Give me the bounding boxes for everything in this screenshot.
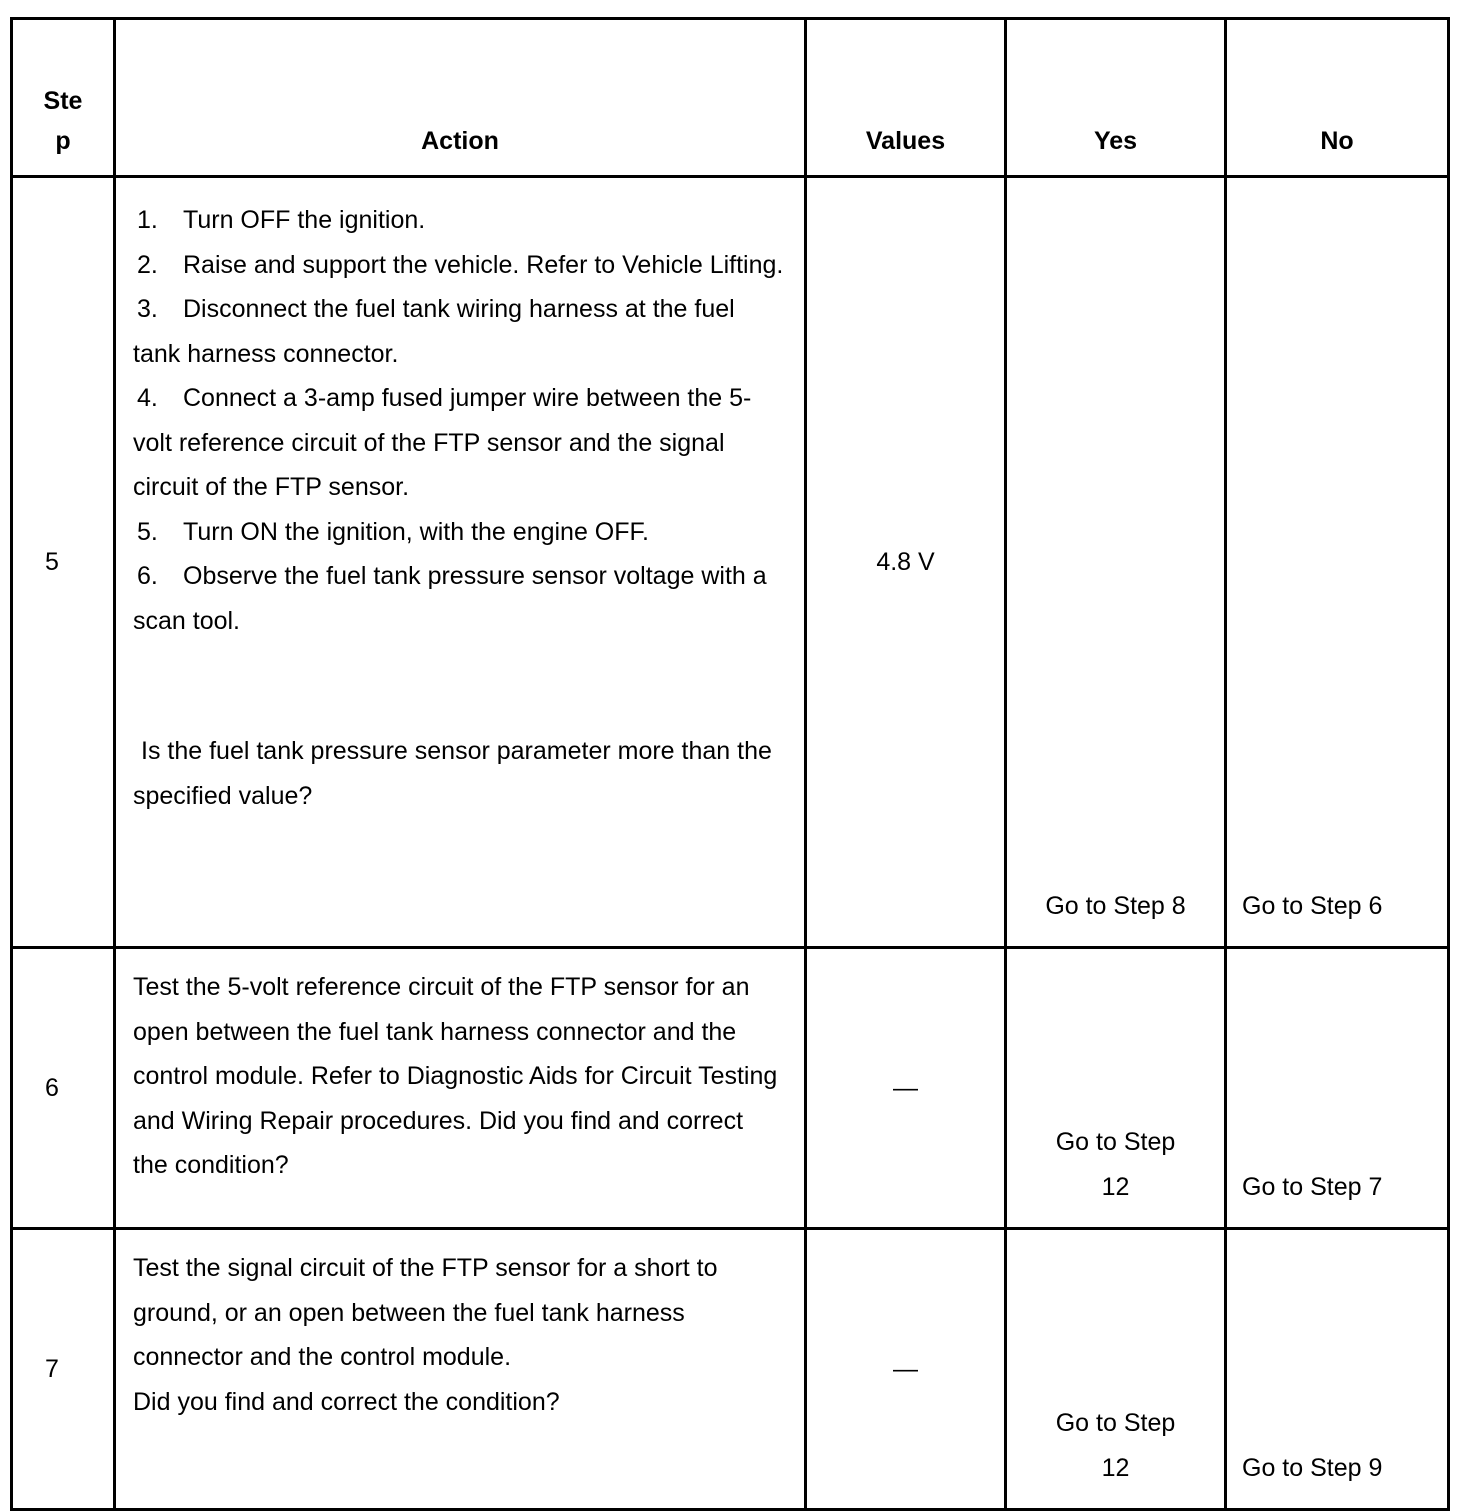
action-question: Is the fuel tank pressure sensor parameter more than the specified value? — [133, 737, 772, 810]
header-values: Values — [806, 19, 1006, 177]
list-item: 2. Raise and support the vehicle. Refer to Vehicle Lifting. — [137, 250, 784, 279]
table-row — [12, 177, 1449, 948]
header-row — [12, 19, 1449, 177]
step-number: 7 — [12, 1229, 115, 1510]
action-steps-list — [133, 198, 784, 643]
action-question: Did you find and correct the condition? — [133, 1387, 560, 1416]
no-cell: Go to Step 9 — [1226, 1229, 1449, 1510]
list-item: 5. Turn ON the ignition, with the engine OFF. — [137, 517, 649, 546]
header-action: Action — [115, 19, 806, 177]
step-number: 5 — [12, 177, 115, 948]
yes-cell: Go to Step 12 — [1006, 948, 1226, 1229]
action-cell — [115, 948, 806, 1229]
action-cell — [115, 1229, 806, 1510]
action-cell — [115, 177, 806, 948]
list-item: 4. Connect a 3-amp fused jumper wire between the 5-volt reference circuit of the FTP sensor and the signal circuit of the FTP sensor. — [133, 384, 752, 501]
yes-cell: Go to Step 8 — [1006, 177, 1226, 948]
value-cell: — — [806, 948, 1006, 1229]
table-row — [12, 948, 1449, 1229]
value-cell: 4.8 V — [806, 177, 1006, 948]
no-cell: Go to Step 6 — [1226, 177, 1449, 948]
diagnostic-table — [10, 17, 1450, 1511]
value-cell: — — [806, 1229, 1006, 1510]
table-row — [12, 1229, 1449, 1510]
header-yes: Yes — [1006, 19, 1226, 177]
action-text: Test the 5-volt reference circuit of the FTP sensor for an open between the fuel tank harness connector and the control module. Refer to Diagnostic Aids for Circuit Testing and Wiring Repair procedures. Did you find and correct the condition? — [133, 973, 778, 1179]
list-item: 6. Observe the fuel tank pressure sensor voltage with a scan tool. — [133, 562, 767, 635]
step-number: 6 — [12, 948, 115, 1229]
header-no: No — [1226, 19, 1449, 177]
list-item: 3. Disconnect the fuel tank wiring harness at the fuel tank harness connector. — [133, 295, 735, 368]
yes-cell: Go to Step 12 — [1006, 1229, 1226, 1510]
header-step: Step — [12, 19, 115, 177]
list-item: 1. Turn OFF the ignition. — [137, 206, 426, 234]
no-cell: Go to Step 7 — [1226, 948, 1449, 1229]
action-text: Test the signal circuit of the FTP sensor for a short to ground, or an open between the fuel tank harness connector and the control module. — [133, 1254, 718, 1371]
